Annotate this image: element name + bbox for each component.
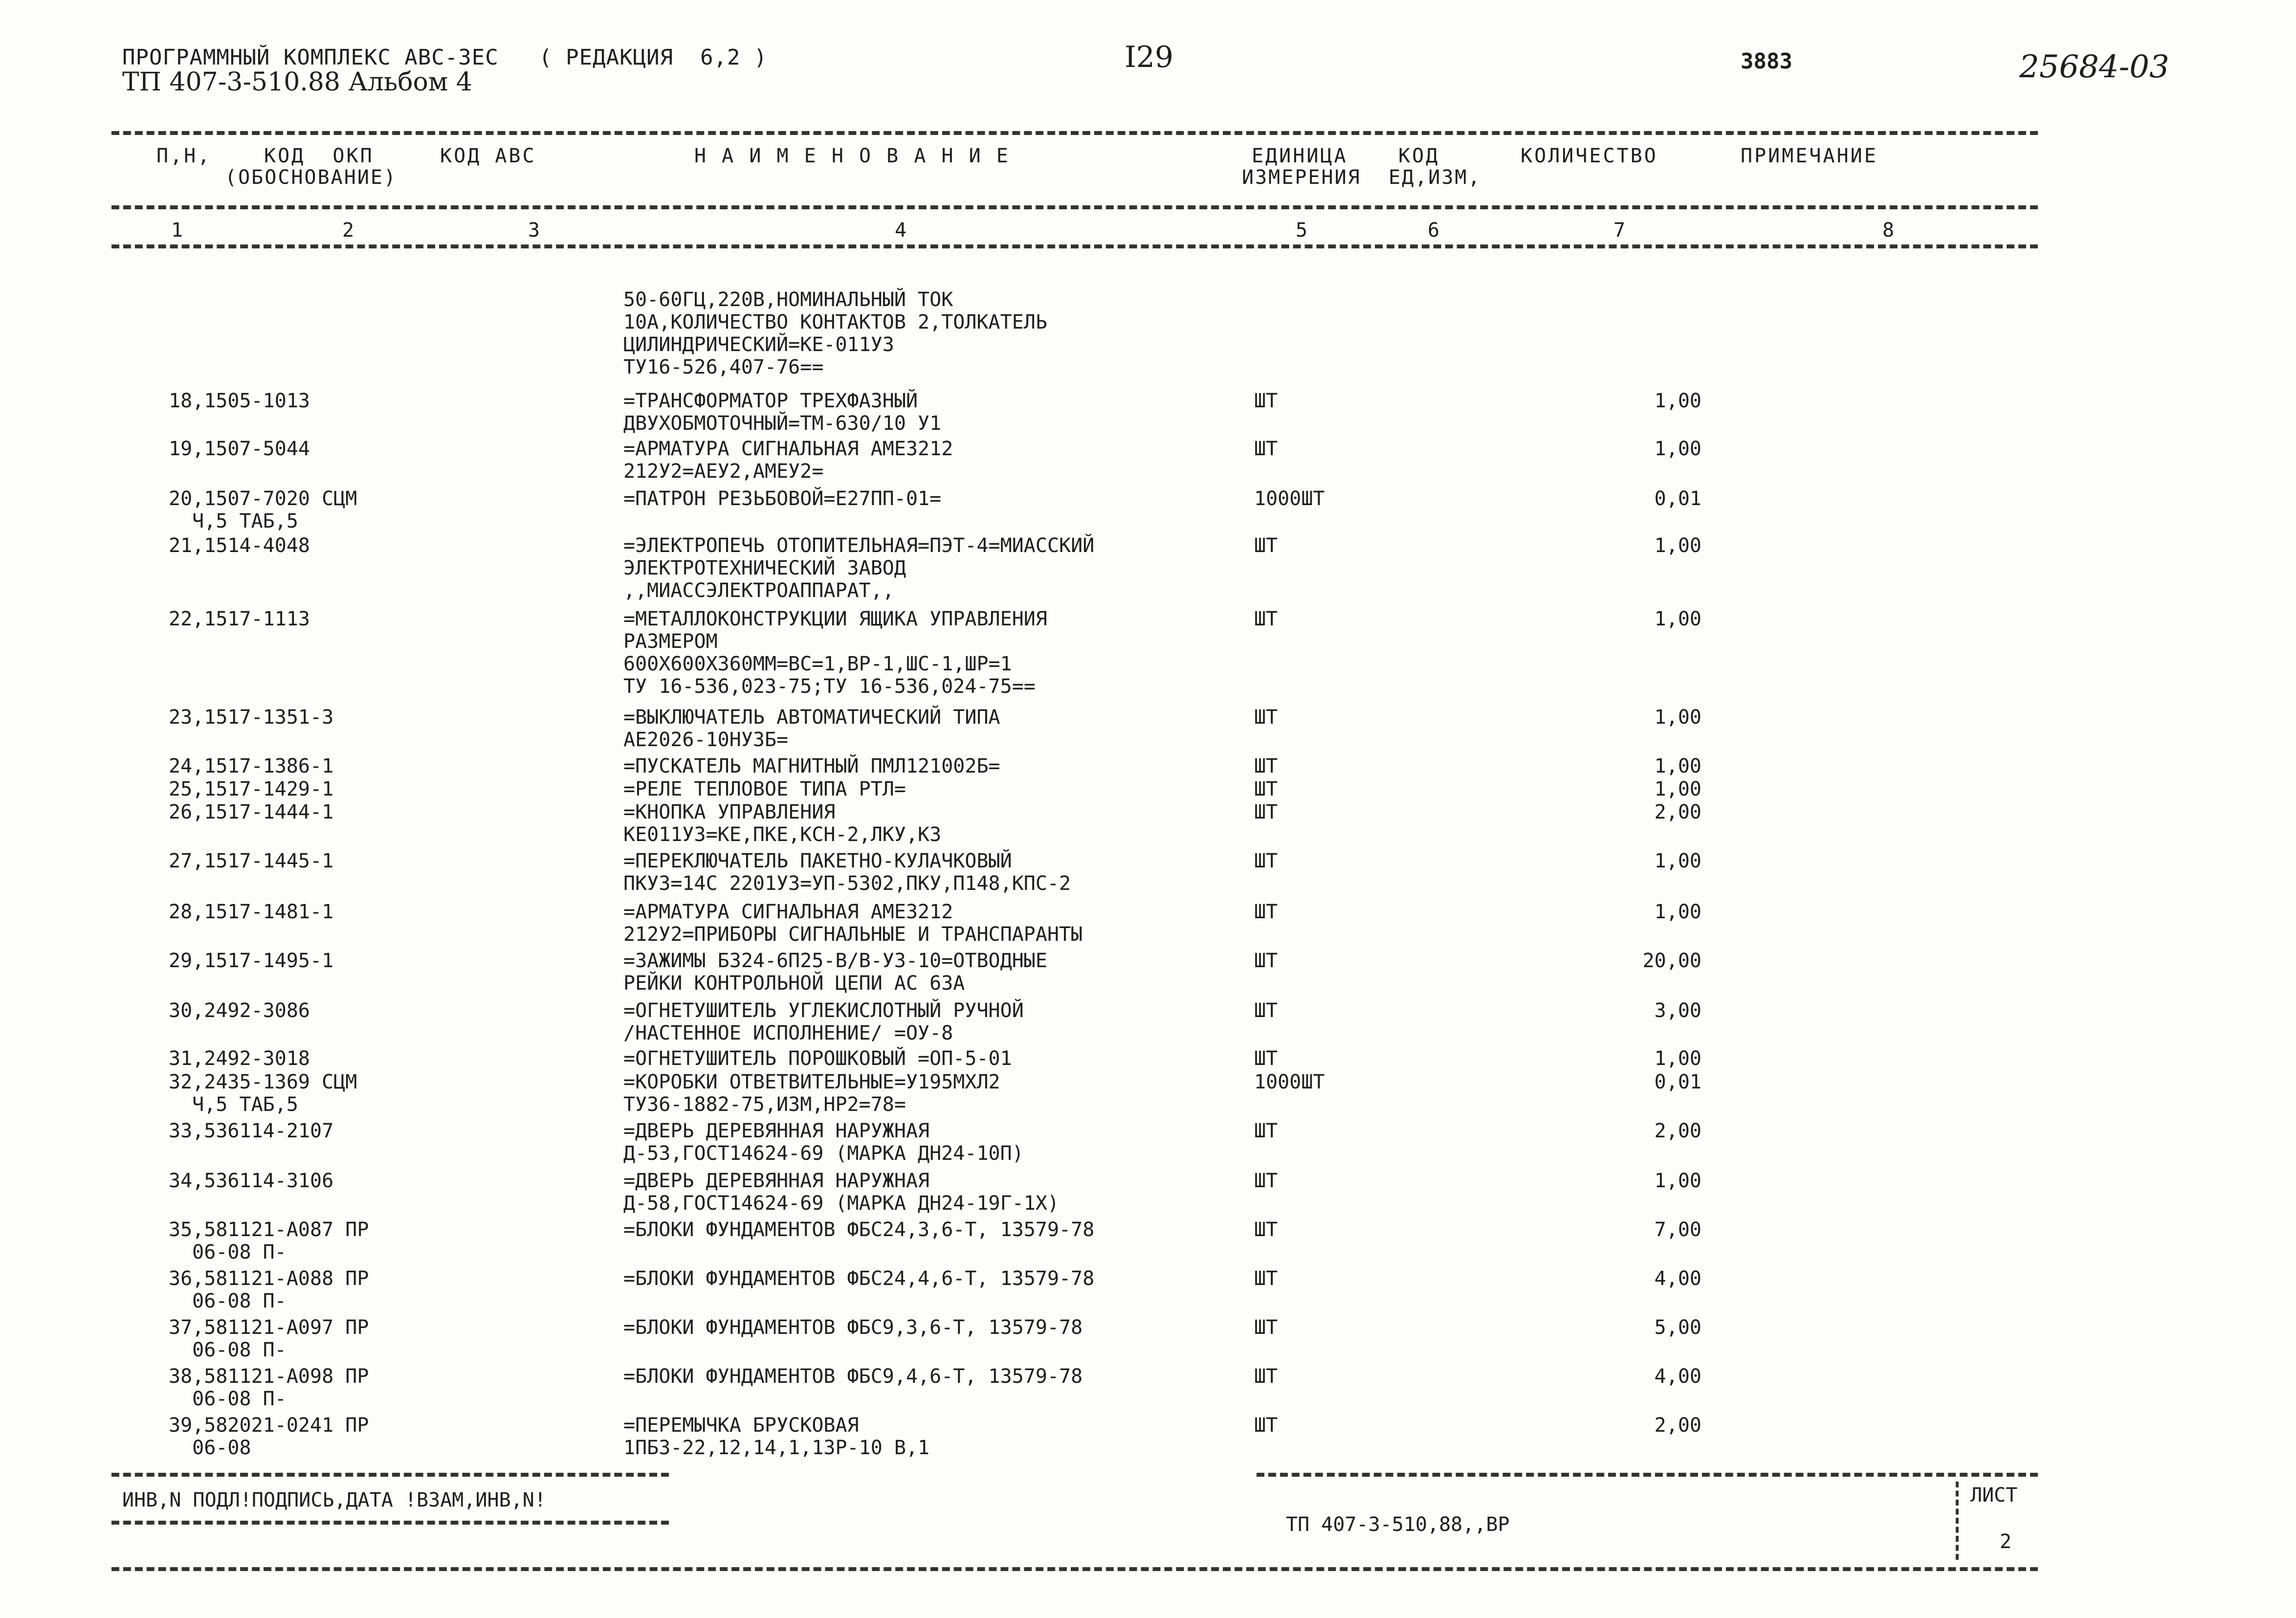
row-name: =БЛОКИ ФУНДАМЕНТОВ ФБС24,4,6-Т, 13579-78 [623,1267,1095,1290]
col-header-7: КОЛИЧЕСТВО [1521,145,1658,167]
row-code: 26,1517-1444-1 [169,801,334,823]
row-name: =ВЫКЛЮЧАТЕЛЬ АВТОМАТИЧЕСКИЙ ТИПА АЕ2026-10НУ3Б= [623,706,1000,751]
row-unit: ШТ [1254,1414,1278,1437]
footer-bottom-rule [111,1567,2038,1571]
row-name: =АРМАТУРА СИГНАЛЬНАЯ АМЕ3212 212У2=АЕУ2,АМЕУ2= [623,438,953,483]
col-header-3: КОД АВС [440,145,536,167]
row-name: =ПЕРЕМЫЧКА БРУСКОВАЯ 1ПБ3-22,12,14,1,13Р-10 В,1 [623,1414,930,1459]
row-quantity: 3,00 [1654,999,1701,1022]
row-quantity: 4,00 [1654,1365,1701,1388]
page-number: I29 [1125,40,1174,74]
row-quantity: 1,00 [1654,1047,1701,1070]
row-unit: ШТ [1254,534,1278,557]
row-name: =КНОПКА УПРАВЛЕНИЯ КЕ011У3=КЕ,ПКЕ,КСН-2,ЛКУ,КЗ [623,801,942,846]
row-quantity: 1,00 [1654,706,1701,729]
table-top-rule [111,131,2038,135]
row-quantity: 2,00 [1654,1120,1701,1142]
row-quantity: 1,00 [1654,438,1701,460]
row-quantity: 1,00 [1654,390,1701,412]
row-code: 29,1517-1495-1 [169,950,334,972]
row-unit: ШТ [1254,608,1278,630]
row-name: =БЛОКИ ФУНДАМЕНТОВ ФБС9,3,6-Т, 13579-78 [623,1316,1083,1339]
row-unit: ШТ [1254,706,1278,729]
row-quantity: 7,00 [1654,1219,1701,1241]
row-name: =БЛОКИ ФУНДАМЕНТОВ ФБС24,3,6-Т, 13579-78 [623,1219,1095,1241]
row-unit: ШТ [1254,1047,1278,1070]
row-code: 37,581121-А097 ПР 06-08 П- [169,1316,369,1361]
header-rule [111,205,2038,209]
row-name: =ПЕРЕКЛЮЧАТЕЛЬ ПАКЕТНО-КУЛАЧКОВЫЙ ПКУ3=14С 2201У3=УП-5302,ПКУ,П148,КПС-2 [623,850,1071,895]
col-number-2: 2 [342,219,354,242]
row-unit: ШТ [1254,1170,1278,1192]
row-unit: ШТ [1254,850,1278,872]
row-code: 38,581121-А098 ПР 06-08 П- [169,1365,369,1410]
sheet-box-divider [1956,1482,1959,1560]
col-number-7: 7 [1613,219,1626,242]
row-name: =БЛОКИ ФУНДАМЕНТОВ ФБС9,4,6-Т, 13579-78 [623,1365,1083,1388]
col-header-2: КОД ОКП [264,145,374,167]
row-name: =АРМАТУРА СИГНАЛЬНАЯ АМЕ3212 212У2=ПРИБОРЫ СИГНАЛЬНЫЕ И ТРАНСПАРАНТЫ [623,901,1083,946]
row-name: =МЕТАЛЛОКОНСТРУКЦИИ ЯЩИКА УПРАВЛЕНИЯ РАЗМЕРОМ 600Х600Х360ММ=ВС=1,ВР-1,ШС-1,ШР=1 ТУ 16-536,023-75;ТУ 16-536,024-75== [623,608,1047,698]
row-unit: ШТ [1254,1267,1278,1290]
footer-left-top-rule [111,1473,669,1477]
col-header-5-sub: ИЗМЕРЕНИЯ [1242,166,1361,189]
row-quantity: 2,00 [1654,1414,1701,1437]
row-unit: ШТ [1254,1316,1278,1339]
row-name: =РЕЛЕ ТЕПЛОВОЕ ТИПА РТЛ= [623,778,906,800]
row-name: =ОГНЕТУШИТЕЛЬ УГЛЕКИСЛОТНЫЙ РУЧНОЙ /НАСТЕННОЕ ИСПОЛНЕНИЕ/ =ОУ-8 [623,999,1024,1044]
col-number-8: 8 [1882,219,1895,242]
col-header-5: ЕДИНИЦА [1252,145,1348,167]
row-quantity: 1,00 [1654,850,1701,872]
row-quantity: 1,00 [1654,755,1701,777]
row-name: =ДВЕРЬ ДЕРЕВЯННАЯ НАРУЖНАЯ Д-53,ГОСТ14624-69 (МАРКА ДН24-10П) [623,1120,1024,1165]
col-number-1: 1 [171,219,183,242]
row-code: 39,582021-0241 ПР 06-08 [169,1414,369,1459]
signature-block: ИНВ,N ПОДЛ!ПОДПИСЬ,ДАТА !ВЗАМ,ИНВ,N! [122,1489,546,1511]
col-header-4: Н А И М Е Н О В А Н И Е [694,145,1010,167]
album-title: ТП 407-3-510.88 Альбом 4 [122,67,472,97]
document-number: 3883 [1741,49,1792,74]
row-name: =КОРОБКИ ОТВЕТВИТЕЛЬНЫЕ=У195МХЛ2 ТУ36-1882-75,ИЗМ,НР2=78= [623,1071,1000,1116]
sheet-number: 2 [2000,1530,2012,1553]
row-unit: ШТ [1254,1120,1278,1142]
row-code: 35,581121-А087 ПР 06-08 П- [169,1219,369,1263]
row-unit: ШТ [1254,438,1278,460]
row-quantity: 20,00 [1642,950,1701,972]
row-unit: ШТ [1254,901,1278,923]
row-unit: 1000ШТ [1254,488,1325,510]
row-unit: 1000ШТ [1254,1071,1325,1093]
row-name: =ДВЕРЬ ДЕРЕВЯННАЯ НАРУЖНАЯ Д-58,ГОСТ14624-69 (МАРКА ДН24-19Г-1Х) [623,1170,1060,1215]
row-name: =ПАТРОН РЕЗЬБОВОЙ=Е27ПП-01= [623,488,942,510]
row-code: 30,2492-3086 [169,999,310,1022]
row-code: 24,1517-1386-1 [169,755,334,777]
sheet-label: ЛИСТ [1970,1484,2018,1507]
col-header-6: КОД [1398,145,1440,167]
row-unit: ШТ [1254,950,1278,972]
col-header-1: П,Н, [156,145,212,167]
row-quantity: 1,00 [1654,901,1701,923]
row-quantity: 0,01 [1654,488,1701,510]
row-quantity: 1,00 [1654,778,1701,800]
col-number-6: 6 [1428,219,1440,242]
row-quantity: 1,00 [1654,1170,1701,1192]
row-quantity: 0,01 [1654,1071,1701,1093]
row-name: 50-60ГЦ,220В,НОМИНАЛЬНЫЙ ТОК 10А,КОЛИЧЕСТВО КОНТАКТОВ 2,ТОЛКАТЕЛЬ ЦИЛИНДРИЧЕСКИЙ=КЕ-011У3 ТУ16-526,407-76== [623,288,1047,378]
header-bottom-rule [111,244,2038,248]
row-code: 27,1517-1445-1 [169,850,334,872]
footer-right-top-rule [1257,1473,2038,1477]
row-quantity: 1,00 [1654,534,1701,557]
row-unit: ШТ [1254,999,1278,1022]
row-code: 28,1517-1481-1 [169,901,334,923]
row-code: 25,1517-1429-1 [169,778,334,800]
row-quantity: 5,00 [1654,1316,1701,1339]
row-name: =ПУСКАТЕЛЬ МАГНИТНЫЙ ПМЛ121002Б= [623,755,1000,777]
col-header-2-sub: (ОБОСНОВАНИЕ) [225,166,397,189]
row-unit: ШТ [1254,755,1278,777]
row-quantity: 1,00 [1654,608,1701,630]
col-number-5: 5 [1296,219,1308,242]
footer-left-mid-rule [111,1521,669,1525]
program-title: ПРОГРАММНЫЙ КОМПЛЕКС АВС-ЗЕС ( РЕДАКЦИЯ 6,2 ) [122,45,768,70]
row-quantity: 4,00 [1654,1267,1701,1290]
col-number-3: 3 [528,219,540,242]
row-name: =ЭЛЕКТРОПЕЧЬ ОТОПИТЕЛЬНАЯ=ПЭТ-4=МИАССКИЙ ЭЛЕКТРОТЕХНИЧЕСКИЙ ЗАВОД ,,МИАССЭЛЕКТРОАППАРАТ,, [623,534,1095,602]
row-code: 32,2435-1369 СЦМ Ч,5 ТАБ,5 [169,1071,357,1116]
row-quantity: 2,00 [1654,801,1701,823]
row-code: 21,1514-4048 [169,534,310,557]
row-code: 18,1505-1013 [169,390,310,412]
row-code: 20,1507-7020 СЦМ Ч,5 ТАБ,5 [169,488,357,532]
row-code: 33,536114-2107 [169,1120,334,1142]
document-code: ТП 407-3-510,88,,ВР [1286,1513,1510,1536]
row-code: 19,1507-5044 [169,438,310,460]
handwritten-code: 25684-03 [2019,49,2169,85]
col-number-4: 4 [895,219,907,242]
row-unit: ШТ [1254,1365,1278,1388]
row-unit: ШТ [1254,1219,1278,1241]
row-code: 34,536114-3106 [169,1170,334,1192]
row-code: 22,1517-1113 [169,608,310,630]
col-header-6-sub: ЕД,ИЗМ, [1389,166,1481,189]
row-name: =ЗАЖИМЫ Б324-6П25-В/В-У3-10=ОТВОДНЫЕ РЕЙКИ КОНТРОЛЬНОЙ ЦЕПИ АС 63А [623,950,1047,995]
col-header-8: ПРИМЕЧАНИЕ [1741,145,1878,167]
row-unit: ШТ [1254,801,1278,823]
row-code: 36,581121-А088 ПР 06-08 П- [169,1267,369,1312]
row-unit: ШТ [1254,778,1278,800]
row-name: =ТРАНСФОРМАТОР ТРЕХФАЗНЫЙ ДВУХОБМОТОЧНЫЙ=ТМ-630/10 У1 [623,390,942,435]
row-code: 23,1517-1351-3 [169,706,334,729]
row-name: =ОГНЕТУШИТЕЛЬ ПОРОШКОВЫЙ =ОП-5-01 [623,1047,1012,1070]
row-unit: ШТ [1254,390,1278,412]
row-code: 31,2492-3018 [169,1047,310,1070]
